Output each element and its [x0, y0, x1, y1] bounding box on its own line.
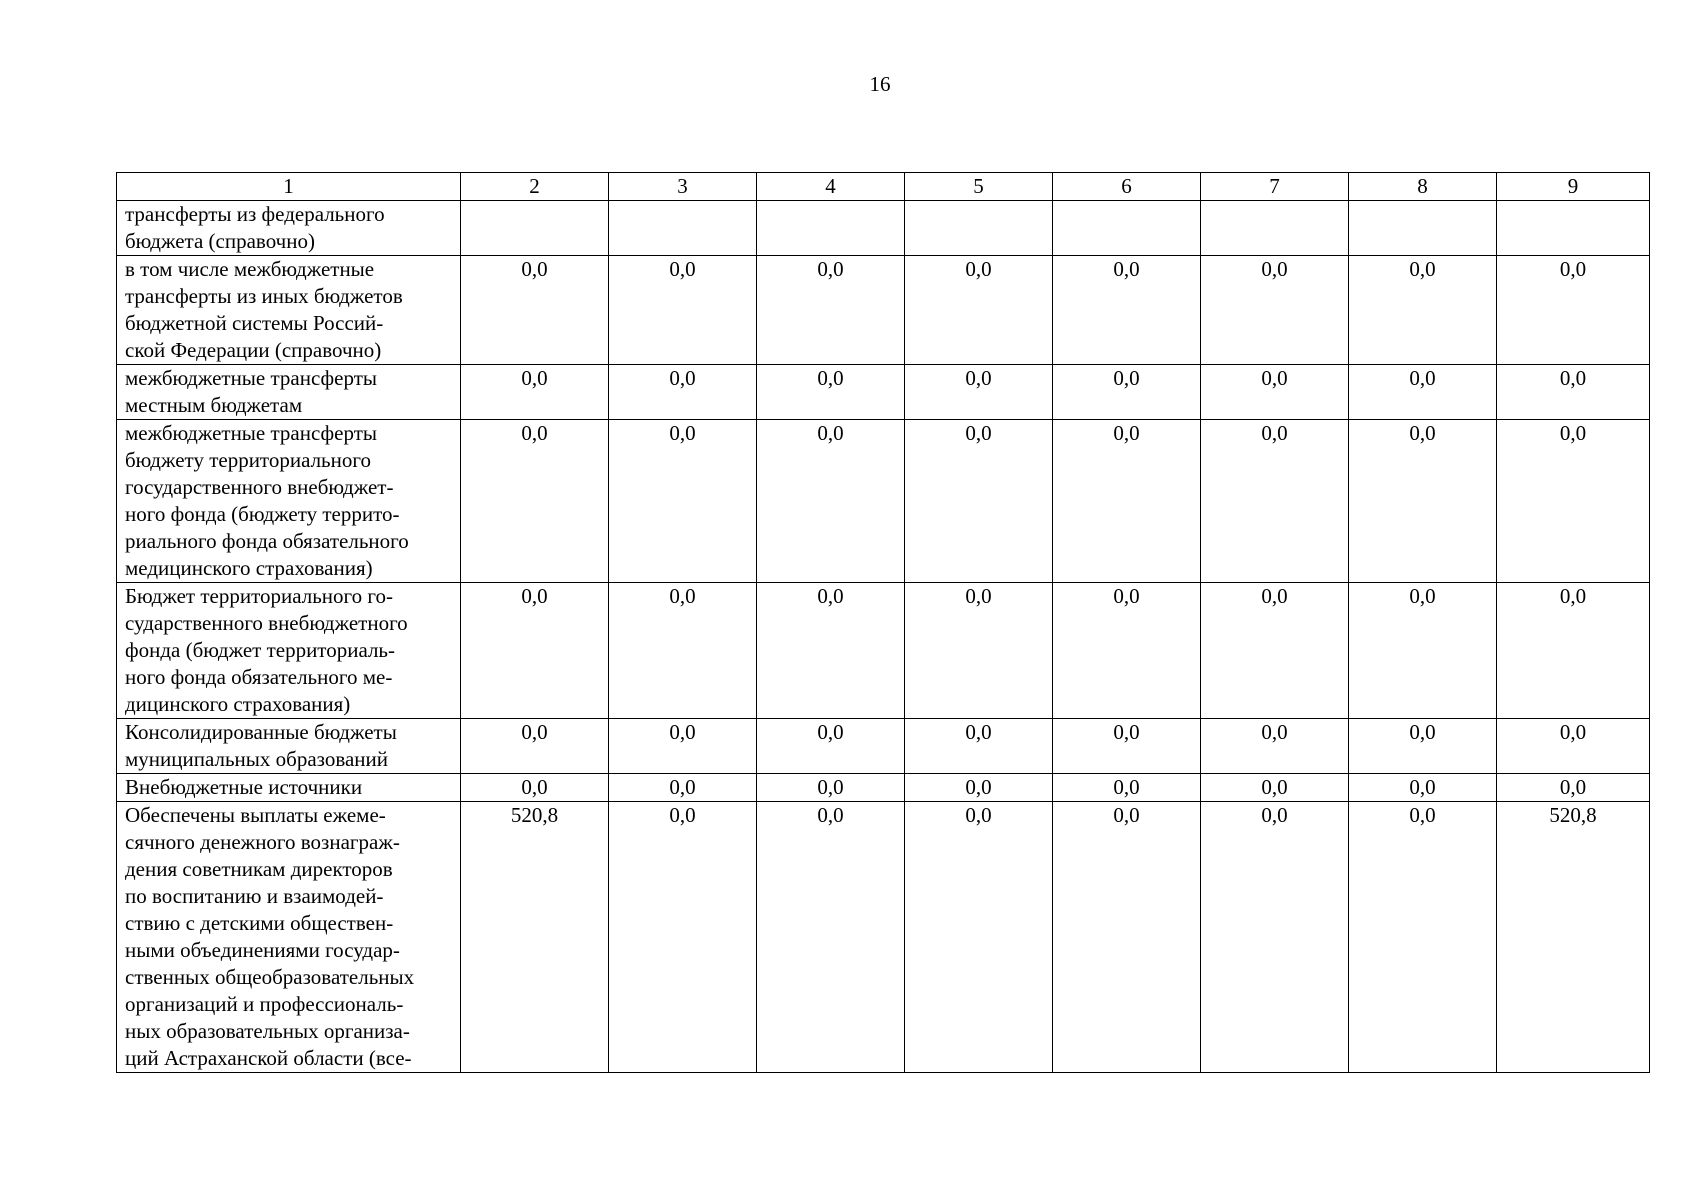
table-header-row — [117, 173, 1650, 201]
cell-value: 0,0 — [905, 774, 1053, 802]
column-header: 6 — [1053, 173, 1201, 201]
cell-value: 0,0 — [609, 774, 757, 802]
cell-value: 0,0 — [1497, 256, 1650, 365]
cell-value: 0,0 — [1201, 365, 1349, 420]
column-header: 8 — [1349, 173, 1497, 201]
cell-value: 0,0 — [757, 583, 905, 719]
cell-value: 0,0 — [1201, 256, 1349, 365]
cell-value: 0,0 — [609, 719, 757, 774]
cell-value: 0,0 — [1053, 802, 1201, 1073]
cell-value: 0,0 — [905, 365, 1053, 420]
cell-value: 0,0 — [905, 256, 1053, 365]
cell-value: 0,0 — [905, 583, 1053, 719]
cell-value: 0,0 — [1349, 802, 1497, 1073]
column-header: 4 — [757, 173, 905, 201]
cell-value: 0,0 — [757, 774, 905, 802]
cell-value: 0,0 — [1497, 420, 1650, 583]
table-row — [117, 256, 1650, 365]
cell-value: 0,0 — [1201, 583, 1349, 719]
cell-value: 0,0 — [1053, 256, 1201, 365]
cell-value: 0,0 — [1349, 256, 1497, 365]
cell-value: 0,0 — [1349, 365, 1497, 420]
cell-value: 0,0 — [1497, 774, 1650, 802]
cell-value: 0,0 — [757, 365, 905, 420]
cell-value: 520,8 — [1497, 802, 1650, 1073]
cell-value: 0,0 — [1349, 420, 1497, 583]
cell-value: 0,0 — [905, 802, 1053, 1073]
cell-value: 0,0 — [461, 583, 609, 719]
cell-value: 0,0 — [757, 802, 905, 1073]
cell-value — [1349, 201, 1497, 256]
row-label: межбюджетные трансферты бюджету территориального государственного внебюджет- ного фонда (бюджету террито- риального фонда обязательного медицинского страхования) — [117, 420, 461, 583]
row-label: в том числе межбюджетные трансферты из иных бюджетов бюджетной системы Россий- ской Федерации (справочно) — [117, 256, 461, 365]
cell-value: 0,0 — [1053, 420, 1201, 583]
cell-value — [461, 201, 609, 256]
cell-value: 520,8 — [461, 802, 609, 1073]
cell-value: 0,0 — [1053, 583, 1201, 719]
cell-value: 0,0 — [757, 420, 905, 583]
table-row — [117, 774, 1650, 802]
table-row — [117, 719, 1650, 774]
budget-table — [116, 172, 1650, 1073]
row-label: Обеспечены выплаты ежеме- сячного денежного вознаграж- дения советникам директоров по воспитанию и взаимодей- ствию с детскими обществен- ными объединениями государ- ственных общеобразовательных организаций и профессиональ- ных образовательных организа- ций Астраханской области (все- — [117, 802, 461, 1073]
table-row — [117, 802, 1650, 1073]
column-header: 1 — [117, 173, 461, 201]
column-header: 5 — [905, 173, 1053, 201]
column-header: 3 — [609, 173, 757, 201]
row-label: трансферты из федерального бюджета (справочно) — [117, 201, 461, 256]
cell-value: 0,0 — [1497, 365, 1650, 420]
row-label: Внебюджетные источники — [117, 774, 461, 802]
cell-value: 0,0 — [1053, 719, 1201, 774]
cell-value: 0,0 — [1497, 719, 1650, 774]
cell-value — [1497, 201, 1650, 256]
cell-value: 0,0 — [1201, 774, 1349, 802]
cell-value: 0,0 — [1349, 719, 1497, 774]
cell-value: 0,0 — [1497, 583, 1650, 719]
cell-value — [757, 201, 905, 256]
table-row — [117, 365, 1650, 420]
cell-value — [609, 201, 757, 256]
cell-value: 0,0 — [609, 583, 757, 719]
cell-value: 0,0 — [1349, 583, 1497, 719]
cell-value: 0,0 — [1053, 365, 1201, 420]
page-number: 16 — [869, 72, 891, 96]
cell-value: 0,0 — [1053, 774, 1201, 802]
column-header: 7 — [1201, 173, 1349, 201]
row-label: Консолидированные бюджеты муниципальных образований — [117, 719, 461, 774]
cell-value — [1053, 201, 1201, 256]
cell-value: 0,0 — [905, 420, 1053, 583]
cell-value — [905, 201, 1053, 256]
cell-value: 0,0 — [609, 420, 757, 583]
column-header: 2 — [461, 173, 609, 201]
cell-value: 0,0 — [461, 365, 609, 420]
cell-value: 0,0 — [609, 365, 757, 420]
table-row — [117, 583, 1650, 719]
table-row — [117, 420, 1650, 583]
cell-value: 0,0 — [461, 256, 609, 365]
cell-value: 0,0 — [609, 256, 757, 365]
table-row — [117, 201, 1650, 256]
cell-value: 0,0 — [1349, 774, 1497, 802]
cell-value: 0,0 — [609, 802, 757, 1073]
cell-value: 0,0 — [757, 256, 905, 365]
cell-value: 0,0 — [1201, 420, 1349, 583]
cell-value: 0,0 — [1201, 802, 1349, 1073]
row-label: Бюджет территориального го- сударственного внебюджетного фонда (бюджет территориаль- ного фонда обязательного ме- дицинского страхования) — [117, 583, 461, 719]
row-label: межбюджетные трансферты местным бюджетам — [117, 365, 461, 420]
cell-value: 0,0 — [1201, 719, 1349, 774]
cell-value: 0,0 — [757, 719, 905, 774]
column-header: 9 — [1497, 173, 1650, 201]
cell-value: 0,0 — [461, 719, 609, 774]
cell-value — [1201, 201, 1349, 256]
cell-value: 0,0 — [461, 420, 609, 583]
cell-value: 0,0 — [905, 719, 1053, 774]
cell-value: 0,0 — [461, 774, 609, 802]
